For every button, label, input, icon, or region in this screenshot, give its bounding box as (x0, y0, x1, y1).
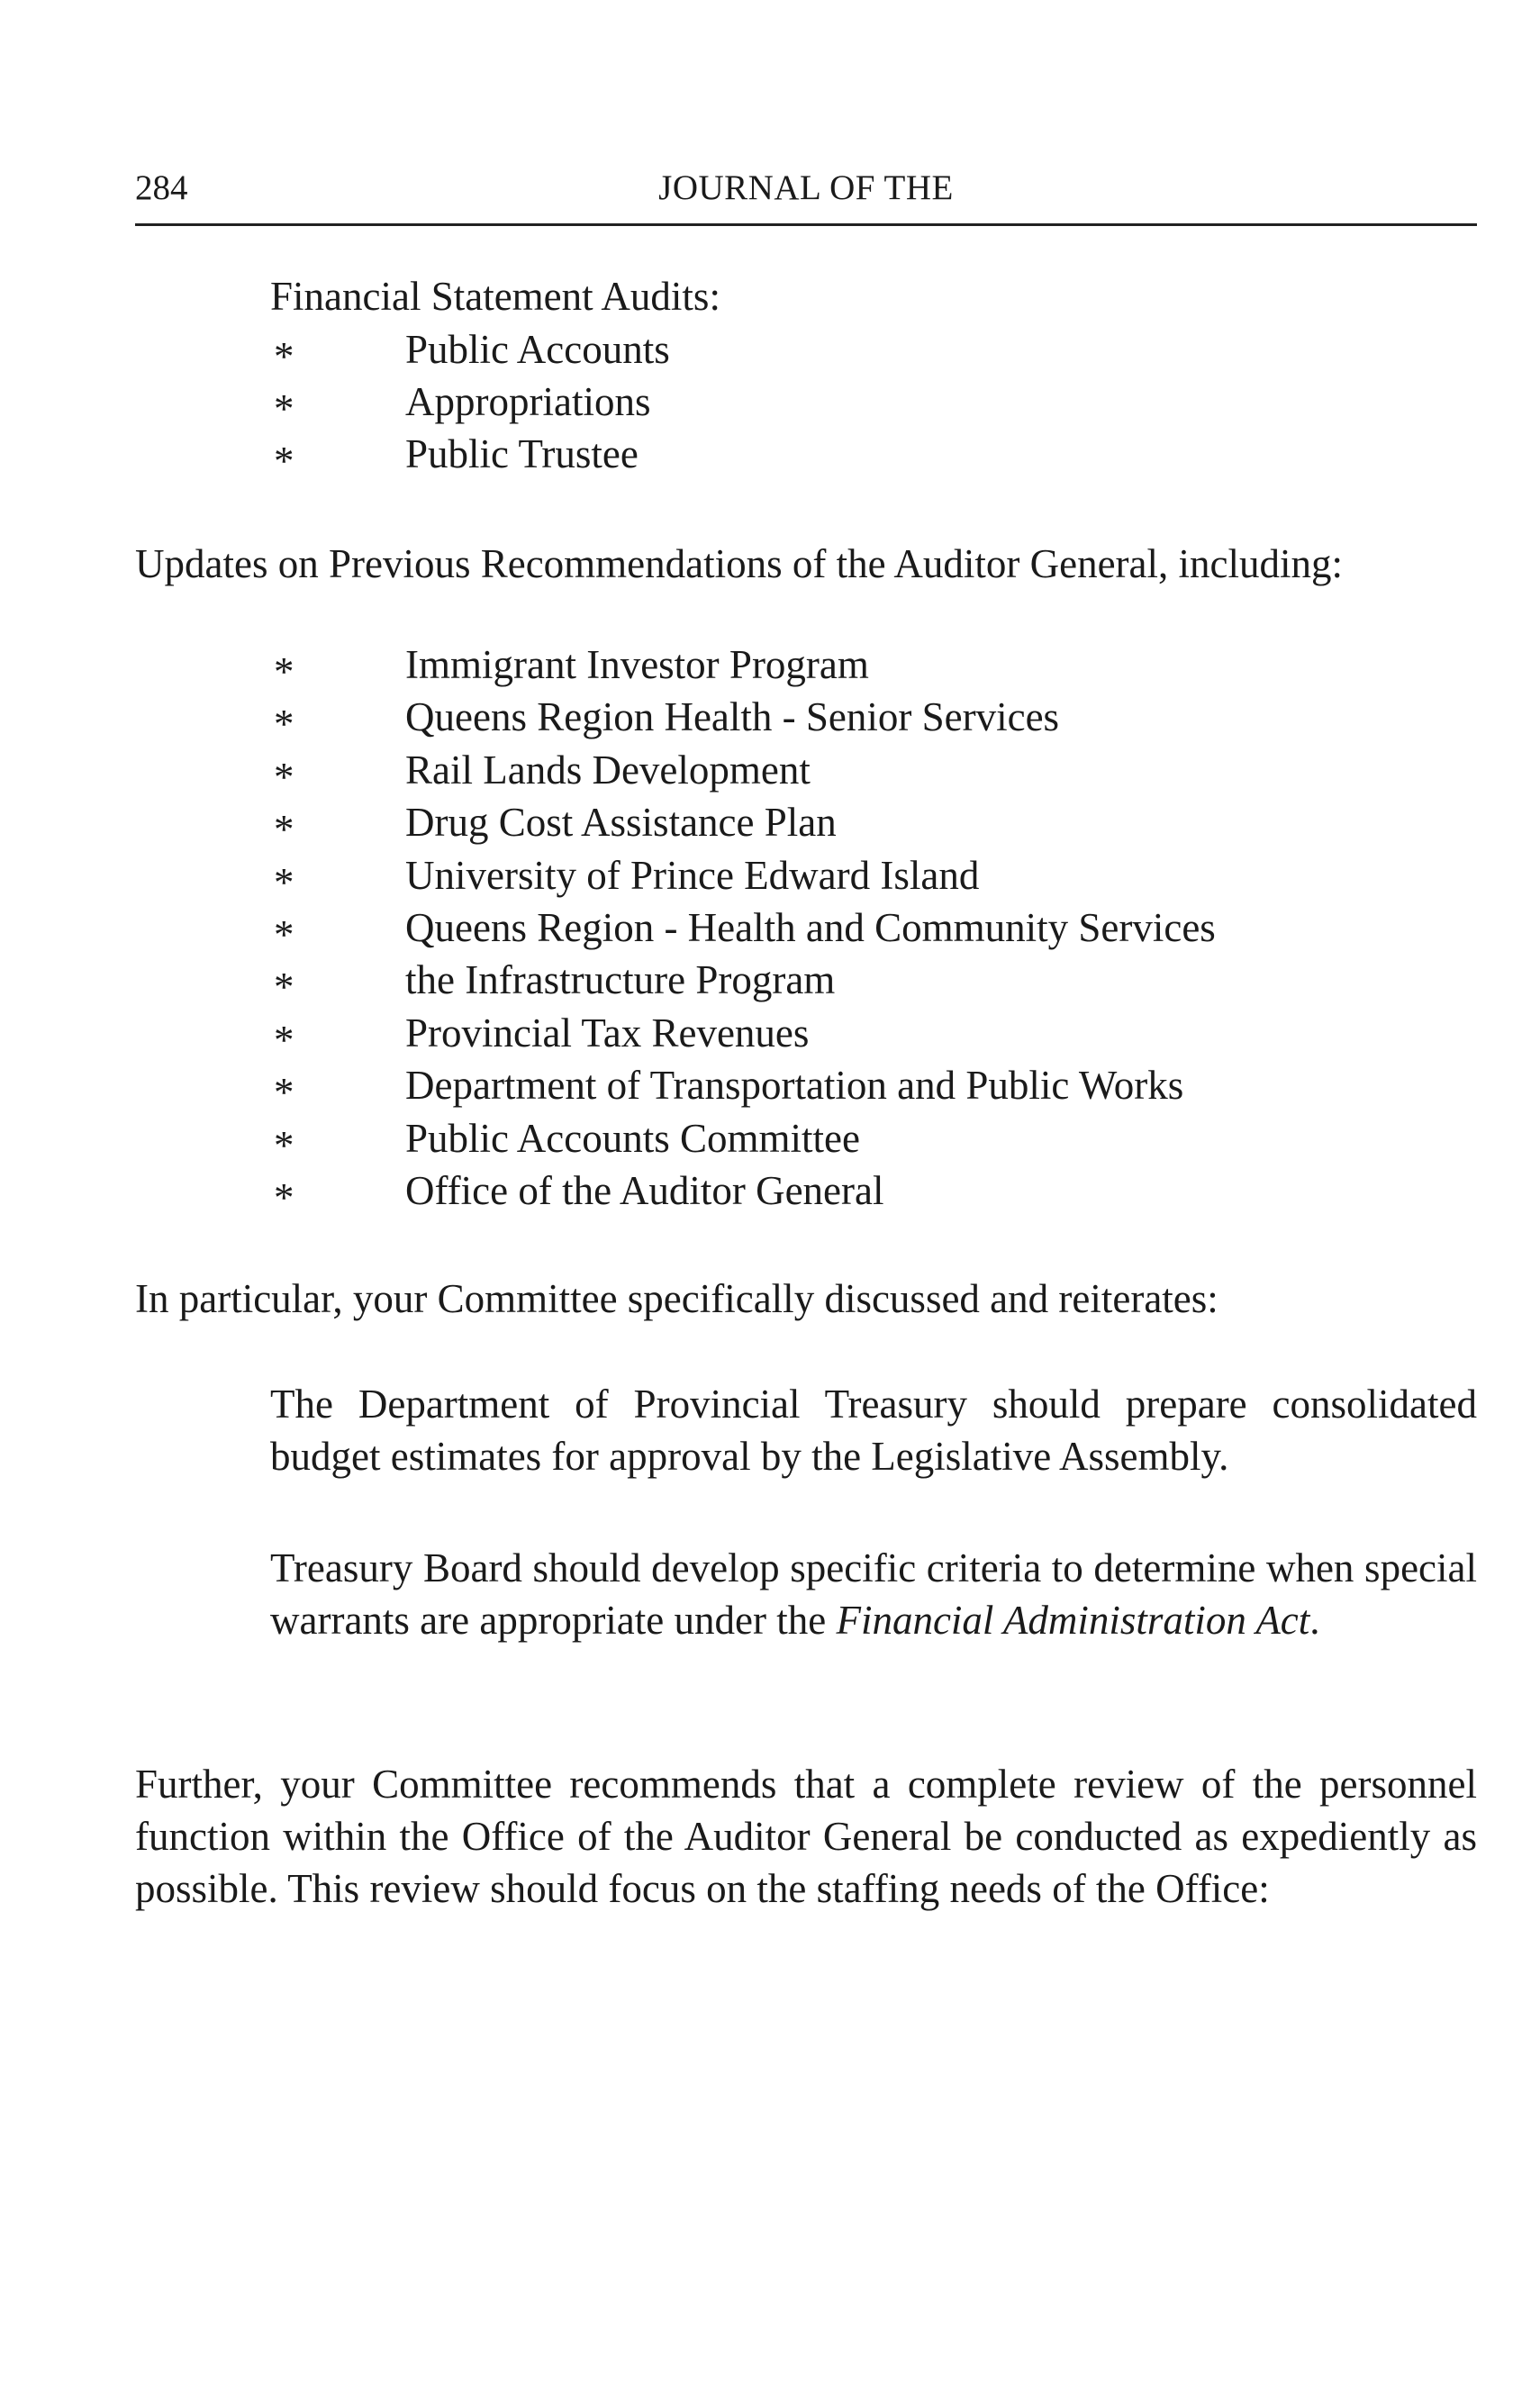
bullet-asterisk: * (274, 807, 294, 852)
bullet-asterisk: * (274, 860, 294, 905)
list-item-text: Public Trustee (405, 431, 639, 476)
list-item (270, 1010, 1351, 1063)
updates-heading: Updates on Previous Recommendations of the Auditor General, including: (135, 541, 1343, 586)
bullet-asterisk: * (274, 965, 294, 1010)
list-item-text: Rail Lands Development (405, 748, 811, 793)
list-item-text: Provincial Tax Revenues (405, 1010, 810, 1056)
list-item (270, 694, 1351, 747)
list-item (270, 1063, 1351, 1115)
recommendation-2 (270, 1542, 1477, 1646)
list-item (270, 957, 1351, 1010)
list-item (270, 853, 1351, 905)
list-item-text: Drug Cost Assistance Plan (405, 800, 837, 845)
list-item (270, 1168, 1351, 1220)
recommendation-2-end: . (1309, 1598, 1320, 1643)
list-item-text: Office of the Auditor General (405, 1168, 884, 1213)
running-head: JOURNAL OF THE (658, 168, 954, 207)
page-number: 284 (135, 168, 188, 207)
list-item-text: Department of Transportation and Public Works (405, 1063, 1184, 1108)
list-item-text: University of Prince Edward Island (405, 853, 980, 898)
list-item-text: Immigrant Investor Program (405, 642, 869, 687)
list-item-text: Public Accounts Committee (405, 1116, 860, 1161)
list-item-text: Appropriations (405, 379, 651, 424)
bullet-asterisk: * (274, 1070, 294, 1115)
bullet-asterisk: * (274, 702, 294, 747)
list-item-text: Public Accounts (405, 327, 670, 372)
list-item-text: Queens Region - Health and Community Services (405, 905, 1216, 950)
list-item (270, 431, 1081, 484)
list-item-text: Queens Region Health - Senior Services (405, 694, 1060, 739)
page-header (135, 151, 1477, 226)
list-item (270, 642, 1351, 694)
list-item (270, 800, 1351, 852)
bullet-asterisk: * (274, 334, 294, 379)
act-title: Financial Administration Act (836, 1598, 1310, 1643)
bullet-asterisk: * (274, 439, 294, 484)
particular-intro: In particular, your Committee specifically discussed and reiterates: (135, 1276, 1218, 1321)
financial-audits-heading: Financial Statement Audits: (270, 274, 720, 319)
bullet-asterisk: * (274, 1018, 294, 1063)
list-item-text: the Infrastructure Program (405, 957, 836, 1002)
list-item (270, 1116, 1351, 1168)
list-item (270, 379, 1081, 431)
list-item (270, 327, 1081, 379)
bullet-asterisk: * (274, 1175, 294, 1220)
bullet-asterisk: * (274, 912, 294, 957)
recommendation-2-text: Treasury Board should develop specific criteria to determine when special warrants are appropriate under the (270, 1545, 1477, 1643)
further-paragraph: Further, your Committee recommends that a complete review of the personnel function within the Office of the Auditor General be conducted as expediently as possible. This review should focus on the staffing needs of the Office: (135, 1762, 1477, 1911)
bullet-asterisk: * (274, 1123, 294, 1168)
bullet-asterisk: * (274, 755, 294, 800)
recommendation-1: The Department of Provincial Treasury should prepare consolidated budget estimates for approval by the Legislative Assembly. (270, 1382, 1477, 1479)
bullet-asterisk: * (274, 386, 294, 431)
list-item (270, 748, 1351, 800)
list-item (270, 905, 1351, 957)
bullet-asterisk: * (274, 649, 294, 694)
